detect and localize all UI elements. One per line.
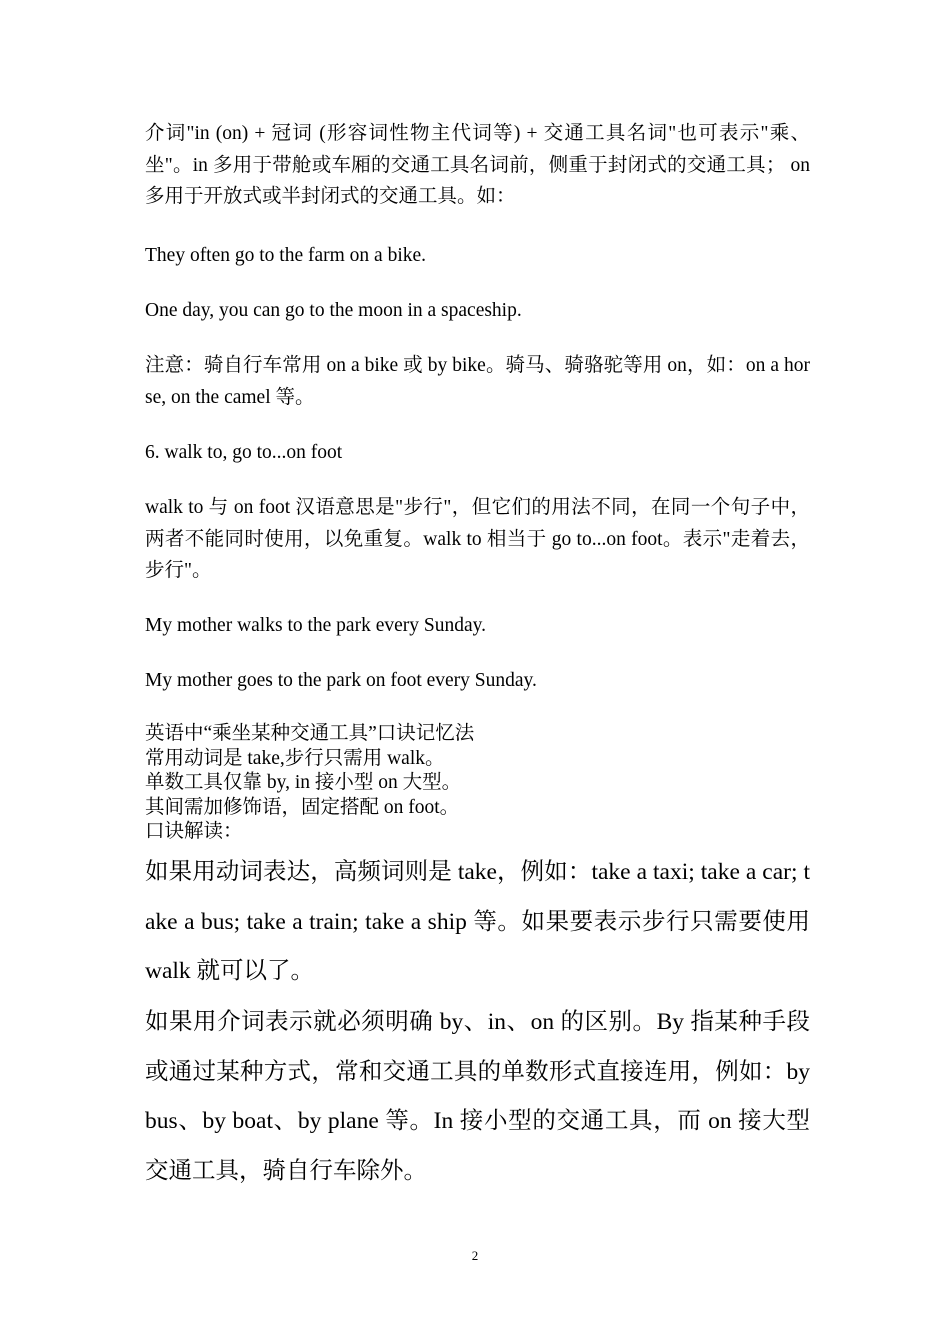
example-sentence-walks: My mother walks to the park every Sunday. bbox=[145, 615, 486, 636]
note-paragraph: 注意：骑自行车常用 on a bike 或 by bike。骑马、骑骆驼等用 on，如：on a horse, on the camel 等。 bbox=[145, 355, 810, 408]
explanation-verb: 如果用动词表达，高频词则是 take，例如：take a taxi; take a car; take a bus; take a train; take a ship 等。如果要表示步行只需要使用 walk 就可以了。 bbox=[145, 859, 810, 984]
mnemonic-block bbox=[145, 722, 810, 845]
mnemonic-line-2: 单数工具仅靠 by, in 接小型 on 大型。 bbox=[145, 772, 462, 793]
mnemonic-line-4: 口诀解读： bbox=[145, 821, 243, 842]
mnemonic-line-1: 常用动词是 take,步行只需用 walk。 bbox=[145, 747, 445, 769]
paragraph-walk-to: walk to 与 on foot 汉语意思是"步行"，但它们的用法不同，在同一个句子中，两者不能同时使用，以免重复。walk to 相当于 go to...on foot。表示"走着去，步行"。 bbox=[145, 497, 810, 581]
example-sentence-spaceship: One day, you can go to the moon in a spaceship. bbox=[145, 300, 522, 321]
mnemonic-title: 英语中“乘坐某种交通工具”口诀记忆法 bbox=[145, 723, 475, 744]
mnemonic-line-3: 其间需加修饰语，固定搭配 on foot。 bbox=[145, 796, 460, 818]
example-sentence-on-foot: My mother goes to the park on foot every Sunday. bbox=[145, 670, 537, 691]
page-number: 2 bbox=[471, 1248, 479, 1263]
example-sentence-bike: They often go to the farm on a bike. bbox=[145, 245, 427, 266]
section-heading-6: 6. walk to, go to...on foot bbox=[145, 442, 343, 463]
explanation-preposition: 如果用介词表示就必须明确 by、in、on 的区别。By 指某种手段或通过某种方式，常和交通工具的单数形式直接连用，例如：by bus、by boat、by plane 等。In 接小型的交通工具，而 on 接大型交通工具，骑自行车除外。 bbox=[145, 1009, 810, 1184]
paragraph-prepositions: 介词"in (on) + 冠词 (形容词性物主代词等) + 交通工具名词"也可表示"乘、坐"。in 多用于带舱或车厢的交通工具名词前，侧重于封闭式的交通工具； on 多用于开放式或半封闭式的交通工具。如： bbox=[145, 123, 810, 207]
